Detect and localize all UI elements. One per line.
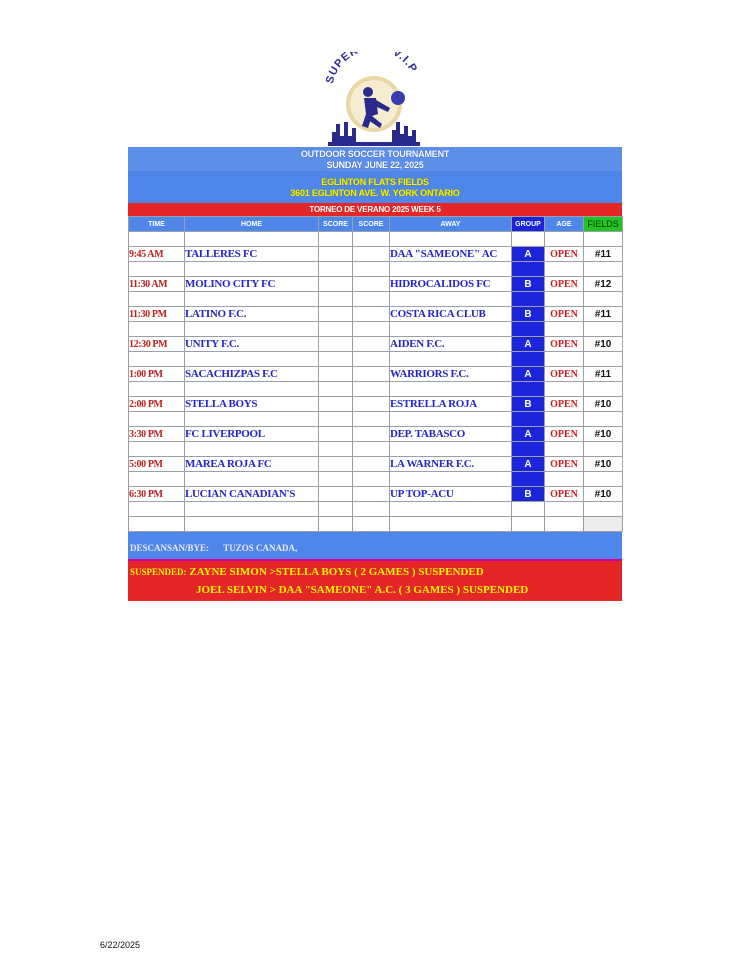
spacer-row — [129, 382, 623, 397]
col-score-away: SCORE — [353, 217, 390, 232]
home-score — [319, 397, 353, 412]
match-field: #11 — [584, 247, 623, 262]
spacer-row — [129, 352, 623, 367]
home-team: UNITY F.C. — [185, 337, 319, 352]
away-team: DAA "SAMEONE" AC — [390, 247, 512, 262]
match-field: #10 — [584, 487, 623, 502]
soccer-player-skyline-logo-icon — [318, 52, 430, 148]
home-team: LUCIAN CANADIAN'S — [185, 487, 319, 502]
suspended-label: SUSPENDED: — [130, 567, 187, 577]
svg-text:SUPERLIGA V.I.P: SUPE V.I.P — [323, 52, 420, 85]
match-time: 12:30 PM — [129, 337, 185, 352]
suspended-row-1 — [128, 559, 622, 580]
bye-label: DESCANSAN/BYE: — [130, 543, 210, 553]
tournament-title: OUTDOOR SOCCER TOURNAMENT — [300, 149, 450, 159]
match-age: OPEN — [545, 247, 584, 262]
match-time: 6:30 PM — [129, 487, 185, 502]
away-team: WARRIORS F.C. — [390, 367, 512, 382]
match-group: B — [512, 487, 545, 502]
away-team: COSTA RICA CLUB — [390, 307, 512, 322]
match-age: OPEN — [545, 487, 584, 502]
home-score — [319, 247, 353, 262]
match-group: A — [512, 457, 545, 472]
schedule-sheet — [128, 147, 622, 601]
spacer-row — [129, 412, 623, 427]
col-score-home: SCORE — [319, 217, 353, 232]
title-band — [128, 147, 622, 171]
venue-band — [128, 171, 622, 203]
home-score — [319, 307, 353, 322]
match-field: #10 — [584, 337, 623, 352]
suspended-entry-1: ZAYNE SIMON >STELLA BOYS ( 2 GAMES ) SUSPENDED — [189, 566, 484, 578]
match-age: OPEN — [545, 457, 584, 472]
away-score — [353, 487, 390, 502]
match-time: 5:00 PM — [129, 457, 185, 472]
home-score — [319, 427, 353, 442]
match-group: B — [512, 397, 545, 412]
col-age: AGE — [545, 217, 584, 232]
print-date: 6/22/2025 — [100, 940, 141, 950]
match-row — [129, 397, 623, 412]
match-row — [129, 277, 623, 292]
match-field: #10 — [584, 397, 623, 412]
away-team: LA WARNER F.C. — [390, 457, 512, 472]
suspended-entry-2: JOEL SELVIN > DAA "SAMEONE" A.C. ( 3 GAMES ) SUSPENDED — [196, 584, 529, 596]
match-time: 11:30 PM — [129, 307, 185, 322]
home-team: MAREA ROJA FC — [185, 457, 319, 472]
spacer-row — [129, 322, 623, 337]
col-group: GROUP — [512, 217, 545, 232]
home-score — [319, 337, 353, 352]
bye-teams: TUZOS CANADA, — [223, 543, 298, 553]
away-team: ESTRELLA ROJA — [390, 397, 512, 412]
match-time: 3:30 PM — [129, 427, 185, 442]
match-row — [129, 427, 623, 442]
match-group: B — [512, 277, 545, 292]
match-row — [129, 367, 623, 382]
match-time: 1:00 PM — [129, 367, 185, 382]
match-field: #10 — [584, 427, 623, 442]
spacer-row — [129, 517, 623, 532]
home-score — [319, 277, 353, 292]
home-team: FC LIVERPOOL — [185, 427, 319, 442]
tournament-date: SUNDAY JUNE 22, 2025 — [326, 160, 424, 170]
spacer-row — [129, 262, 623, 277]
spacer-row — [129, 502, 623, 517]
home-team: MOLINO CITY FC — [185, 277, 319, 292]
match-time: 2:00 PM — [129, 397, 185, 412]
away-team: UP TOP-ACU — [390, 487, 512, 502]
match-age: OPEN — [545, 277, 584, 292]
away-team: HIDROCALIDOS FC — [390, 277, 512, 292]
match-age: OPEN — [545, 307, 584, 322]
home-score — [319, 457, 353, 472]
match-row — [129, 247, 623, 262]
match-age: OPEN — [545, 397, 584, 412]
column-header-row — [129, 217, 623, 232]
away-score — [353, 397, 390, 412]
venue-address: 3601 EGLINTON AVE. W. YORK ONTARIO — [290, 188, 460, 198]
match-field: #12 — [584, 277, 623, 292]
away-team: DEP. TABASCO — [390, 427, 512, 442]
away-score — [353, 337, 390, 352]
match-group: B — [512, 307, 545, 322]
col-home: HOME — [185, 217, 319, 232]
match-group: A — [512, 247, 545, 262]
match-row — [129, 487, 623, 502]
away-score — [353, 247, 390, 262]
venue-name: EGLINTON FLATS FIELDS — [321, 177, 429, 187]
tournament-week-band: TORNEO DE VERANO 2025 WEEK 5 — [128, 203, 622, 216]
away-score — [353, 307, 390, 322]
match-group: A — [512, 427, 545, 442]
match-row — [129, 307, 623, 322]
home-score — [319, 367, 353, 382]
match-age: OPEN — [545, 427, 584, 442]
match-group: A — [512, 337, 545, 352]
home-team: SACACHIZPAS F.C — [185, 367, 319, 382]
match-group: A — [512, 367, 545, 382]
spacer-row — [129, 442, 623, 457]
match-age: OPEN — [545, 367, 584, 382]
spacer-row — [129, 232, 623, 247]
home-score — [319, 487, 353, 502]
superliga-logo — [318, 52, 430, 148]
spacer-row — [129, 472, 623, 487]
col-away: AWAY — [390, 217, 512, 232]
home-team: LATINO F.C. — [185, 307, 319, 322]
match-age: OPEN — [545, 337, 584, 352]
home-team: TALLERES FC — [185, 247, 319, 262]
col-fields: FIELDS — [584, 217, 623, 232]
match-field: #11 — [584, 367, 623, 382]
away-score — [353, 457, 390, 472]
match-field: #10 — [584, 457, 623, 472]
away-team: AIDEN F.C. — [390, 337, 512, 352]
match-field: #11 — [584, 307, 623, 322]
match-time: 11:30 AM — [129, 277, 185, 292]
match-time: 9:45 AM — [129, 247, 185, 262]
away-score — [353, 277, 390, 292]
away-score — [353, 367, 390, 382]
suspended-row-2 — [128, 580, 622, 601]
col-time: TIME — [129, 217, 185, 232]
bye-row — [128, 532, 622, 559]
match-table — [128, 216, 623, 532]
match-row — [129, 457, 623, 472]
home-team: STELLA BOYS — [185, 397, 319, 412]
spacer-row — [129, 292, 623, 307]
away-score — [353, 427, 390, 442]
match-row — [129, 337, 623, 352]
